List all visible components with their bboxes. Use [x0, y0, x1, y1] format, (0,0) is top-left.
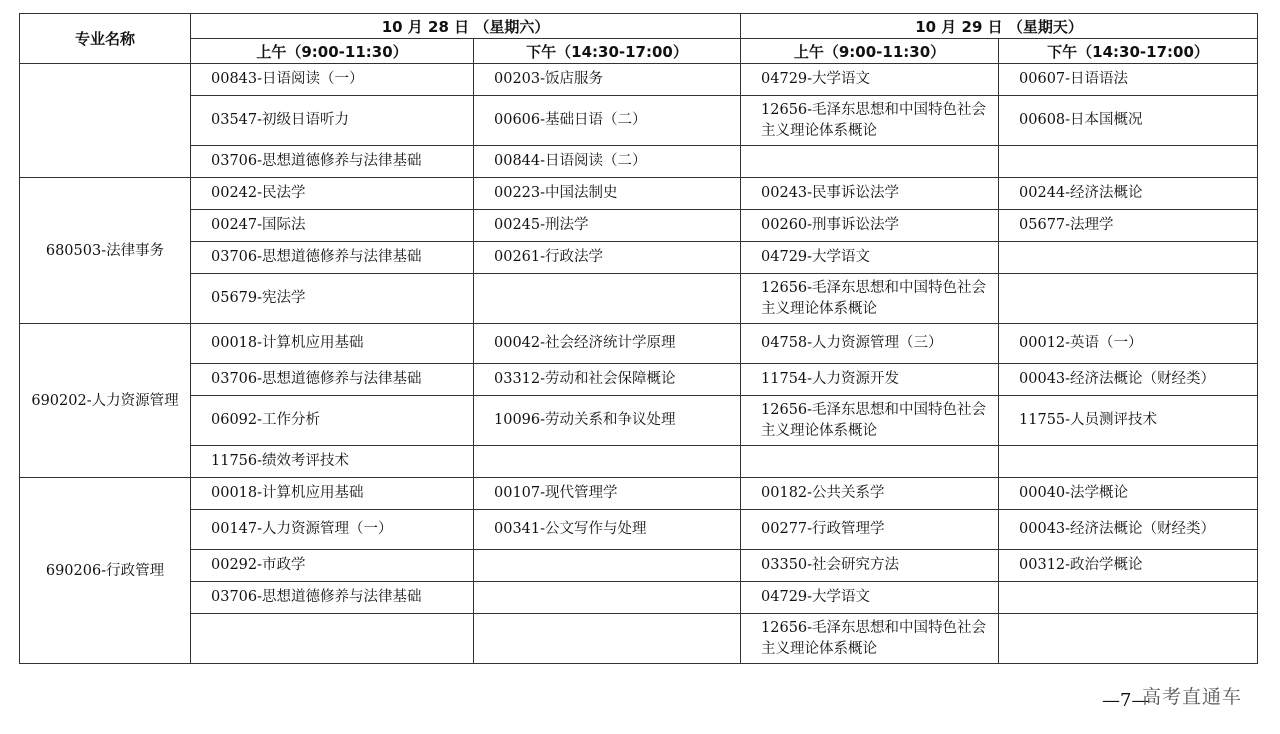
table-row: [20, 582, 1258, 614]
course-cell: 12656-毛泽东思想和中国特色社会主义理论体系概论: [741, 614, 999, 664]
day2-am-header: 上午（9:00-11:30）: [741, 39, 999, 64]
course-cell: 03312-劳动和社会保障概论: [474, 364, 741, 396]
course-cell: 04729-大学语文: [741, 582, 999, 614]
table-row: [20, 64, 1258, 96]
course-cell: 00245-刑法学: [474, 210, 741, 242]
course-cell: 12656-毛泽东思想和中国特色社会主义理论体系概论: [741, 274, 999, 324]
course-cell: 00147-人力资源管理（一）: [191, 510, 474, 550]
table-row: [20, 242, 1258, 274]
course-cell: 00261-行政法学: [474, 242, 741, 274]
table-row: [20, 478, 1258, 510]
major-name: 690206-行政管理: [20, 478, 191, 664]
course-cell: 00018-计算机应用基础: [191, 324, 474, 364]
table-row: [20, 550, 1258, 582]
course-cell: 11756-绩效考评技术: [191, 446, 474, 478]
course-cell: 11755-人员测评技术: [999, 396, 1258, 446]
course-cell: [191, 614, 474, 664]
course-cell: [999, 274, 1258, 324]
course-cell: 00606-基础日语（二）: [474, 96, 741, 146]
course-cell: 00042-社会经济统计学原理: [474, 324, 741, 364]
course-cell: [741, 146, 999, 178]
course-cell: 04758-人力资源管理（三）: [741, 324, 999, 364]
course-cell: 00341-公文写作与处理: [474, 510, 741, 550]
course-cell: 00607-日语语法: [999, 64, 1258, 96]
major-name: 680503-法律事务: [20, 178, 191, 324]
table-row: [20, 396, 1258, 446]
table-row: [20, 178, 1258, 210]
course-cell: 00223-中国法制史: [474, 178, 741, 210]
course-cell: 00292-市政学: [191, 550, 474, 582]
course-cell: 00043-经济法概论（财经类）: [999, 364, 1258, 396]
day2-pm-header: 下午（14:30-17:00）: [999, 39, 1258, 64]
course-cell: 00843-日语阅读（一）: [191, 64, 474, 96]
course-cell: 03706-思想道德修养与法律基础: [191, 146, 474, 178]
course-cell: 00247-国际法: [191, 210, 474, 242]
course-cell: 00277-行政管理学: [741, 510, 999, 550]
course-cell: 00040-法学概论: [999, 478, 1258, 510]
major-column-header: 专业名称: [20, 14, 191, 64]
course-cell: 00608-日本国概况: [999, 96, 1258, 146]
course-cell: 00018-计算机应用基础: [191, 478, 474, 510]
table-row: [20, 274, 1258, 324]
course-cell: 06092-工作分析: [191, 396, 474, 446]
course-cell: [474, 446, 741, 478]
table-row: [20, 614, 1258, 664]
course-cell: 00203-饭店服务: [474, 64, 741, 96]
course-cell: [474, 614, 741, 664]
table-row: [20, 510, 1258, 550]
course-cell: [999, 614, 1258, 664]
course-cell: 00844-日语阅读（二）: [474, 146, 741, 178]
table-row: [20, 96, 1258, 146]
course-cell: 00107-现代管理学: [474, 478, 741, 510]
page-number: —7—: [1102, 690, 1150, 711]
course-cell: 05679-宪法学: [191, 274, 474, 324]
course-cell: 04729-大学语文: [741, 64, 999, 96]
major-name: [20, 64, 191, 178]
course-cell: 05677-法理学: [999, 210, 1258, 242]
course-cell: 12656-毛泽东思想和中国特色社会主义理论体系概论: [741, 96, 999, 146]
course-cell: [741, 446, 999, 478]
table-row: [20, 146, 1258, 178]
course-cell: [999, 146, 1258, 178]
course-cell: [474, 274, 741, 324]
course-cell: 00043-经济法概论（财经类）: [999, 510, 1258, 550]
table-row: [20, 364, 1258, 396]
course-cell: 00182-公共关系学: [741, 478, 999, 510]
course-cell: [999, 446, 1258, 478]
course-cell: 00260-刑事诉讼法学: [741, 210, 999, 242]
course-cell: 03706-思想道德修养与法律基础: [191, 364, 474, 396]
course-cell: 00312-政治学概论: [999, 550, 1258, 582]
course-cell: [999, 242, 1258, 274]
course-cell: 10096-劳动关系和争议处理: [474, 396, 741, 446]
day2-header: 10 月 29 日 （星期天）: [741, 14, 1258, 39]
course-cell: [999, 582, 1258, 614]
day1-header: 10 月 28 日 （星期六）: [191, 14, 741, 39]
course-cell: [474, 582, 741, 614]
day1-pm-header: 下午（14:30-17:00）: [474, 39, 741, 64]
course-cell: 00243-民事诉讼法学: [741, 178, 999, 210]
day1-am-header: 上午（9:00-11:30）: [191, 39, 474, 64]
course-cell: 03706-思想道德修养与法律基础: [191, 582, 474, 614]
table-row: [20, 210, 1258, 242]
course-cell: 04729-大学语文: [741, 242, 999, 274]
course-cell: 11754-人力资源开发: [741, 364, 999, 396]
table-row: [20, 324, 1258, 364]
table-row: [20, 446, 1258, 478]
course-cell: 00012-英语（一）: [999, 324, 1258, 364]
major-name: 690202-人力资源管理: [20, 324, 191, 478]
exam-schedule-table: [19, 13, 1258, 664]
course-cell: 00244-经济法概论: [999, 178, 1258, 210]
course-cell: 12656-毛泽东思想和中国特色社会主义理论体系概论: [741, 396, 999, 446]
course-cell: 03350-社会研究方法: [741, 550, 999, 582]
watermark-text: 高考直通车: [1142, 686, 1243, 708]
course-cell: 03706-思想道德修养与法律基础: [191, 242, 474, 274]
course-cell: 00242-民法学: [191, 178, 474, 210]
course-cell: [474, 550, 741, 582]
course-cell: 03547-初级日语听力: [191, 96, 474, 146]
